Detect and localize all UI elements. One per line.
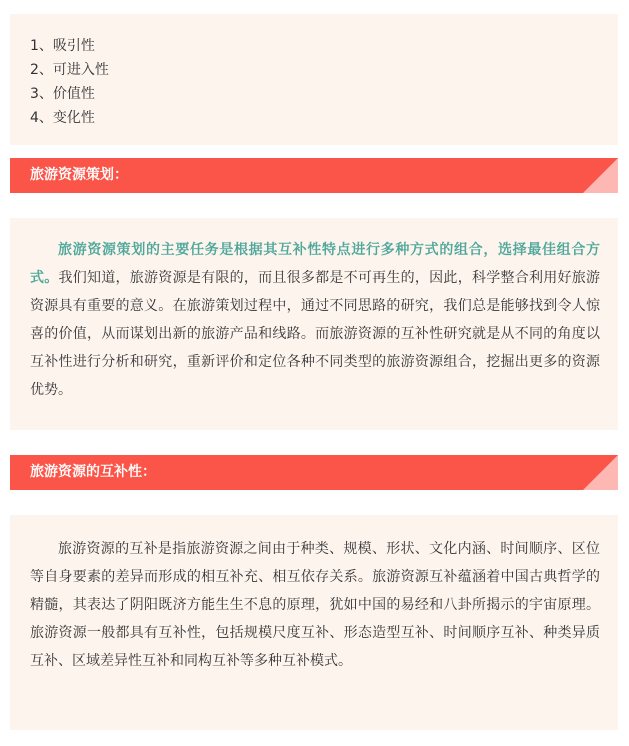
section-header-planning bbox=[10, 158, 618, 193]
list-item: 2、可进入性 bbox=[30, 62, 109, 78]
section-title: 旅游资源的互补性： bbox=[30, 464, 156, 480]
section-body-complementarity bbox=[10, 515, 618, 730]
list-item: 3、价值性 bbox=[30, 86, 95, 102]
properties-list bbox=[30, 34, 109, 130]
paragraph: 旅游资源的互补是指旅游资源之间由于种类、规模、形状、文化内涵、时间顺序、区位等自身要素的差异而形成的相互补充、相互依存关系。旅游资源互补蕴涵着中国古典哲学的精髓，其表达了阴阳既济方能生生不息的原理，犹如中国的易经和八卦所揭示的宇宙原理。旅游资源一般都具有互补性，包括规模尺度互补、形态造型互补、时间顺序互补、种类异质互补、区域差异性互补和同构互补等多种互补模式。 bbox=[30, 541, 600, 669]
header-corner-decoration bbox=[583, 455, 618, 490]
body-text: 我们知道，旅游资源是有限的，而且很多都是不可再生的，因此，科学整合利用好旅游资源具有重要的意义。在旅游策划过程中，通过不同思路的研究，我们总是能够找到令人惊喜的价值，从而谋划出新的旅游产品和线路。而旅游资源的互补性研究就是从不同的角度以互补性进行分析和研究，重新评价和定位各种不同类型的旅游资源组合，挖掘出更多的资源优势。 bbox=[30, 270, 601, 398]
highlight-text: 旅游资源策划的主要任务是根据其互补性特点进行多种方式的组合，选择最佳组合方式。 bbox=[30, 242, 600, 286]
section-body-planning bbox=[10, 218, 618, 430]
paragraph bbox=[30, 236, 600, 404]
properties-panel bbox=[10, 14, 618, 145]
header-corner-decoration bbox=[583, 158, 618, 193]
list-item: 1、吸引性 bbox=[30, 38, 95, 54]
section-title: 旅游资源策划： bbox=[30, 167, 128, 183]
section-header-complementarity bbox=[10, 455, 618, 490]
list-item: 4、变化性 bbox=[30, 110, 95, 126]
